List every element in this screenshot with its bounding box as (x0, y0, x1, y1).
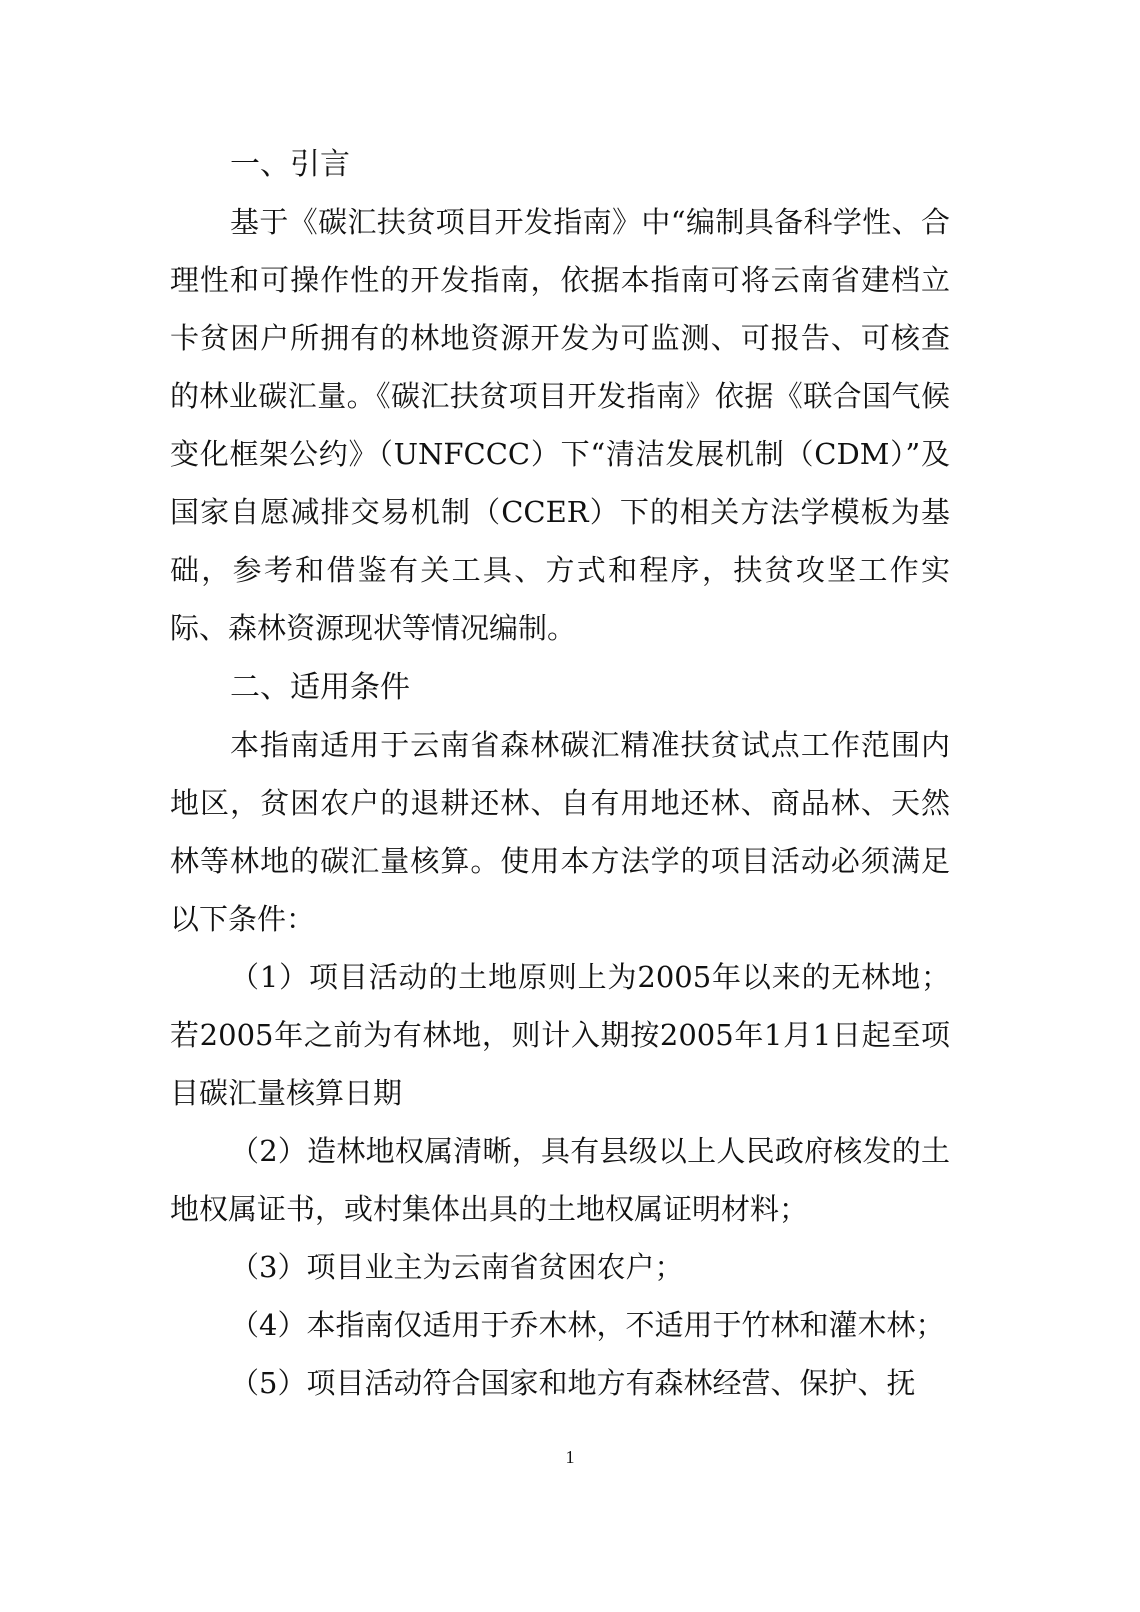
condition-item-1: （1）项目活动的土地原则上为2005年以来的无林地；若2005年之前为有林地，则计入期按2005年1月1日起至项目碳汇量核算日期 (170, 960, 950, 1110)
paragraph-applicability-intro: 本指南适用于云南省森林碳汇精准扶贫试点工作范围内地区，贫困农户的退耕还林、自有用地还林、商品林、天然林等林地的碳汇量核算。使用本方法学的项目活动必须满足以下条件： (170, 728, 950, 936)
page-number: 1 (565, 1447, 575, 1467)
section-heading-applicability: 二、适用条件 (230, 670, 410, 705)
paragraph-introduction: 基于《碳汇扶贫项目开发指南》中“编制具备科学性、合理性和可操作性的开发指南，依据本指南可将云南省建档立卡贫困户所拥有的林地资源开发为可监测、可报告、可核查的林业碳汇量。《碳汇扶贫项目开发指南》依据《联合国气候变化框架公约》（UNFCCC）下“清洁发展机制（CDM）”及国家自愿减排交易机制（CCER）下的相关方法学模板为基础，参考和借鉴有关工具、方式和程序，扶贫攻坚工作实际、森林资源现状等情况编制。 (170, 205, 950, 645)
condition-item-4: （4）本指南仅适用于乔木林，不适用于竹林和灌木林； (230, 1308, 945, 1342)
condition-item-3: （3）项目业主为云南省贫困农户； (230, 1250, 684, 1284)
section-heading-introduction: 一、引言 (230, 147, 350, 182)
condition-item-5: （5）项目活动符合国家和地方有森林经营、保护、抚 (230, 1366, 916, 1400)
condition-item-2: （2）造林地权属清晰，具有县级以上人民政府核发的土地权属证书，或村集体出具的土地权属证明材料； (170, 1134, 950, 1226)
